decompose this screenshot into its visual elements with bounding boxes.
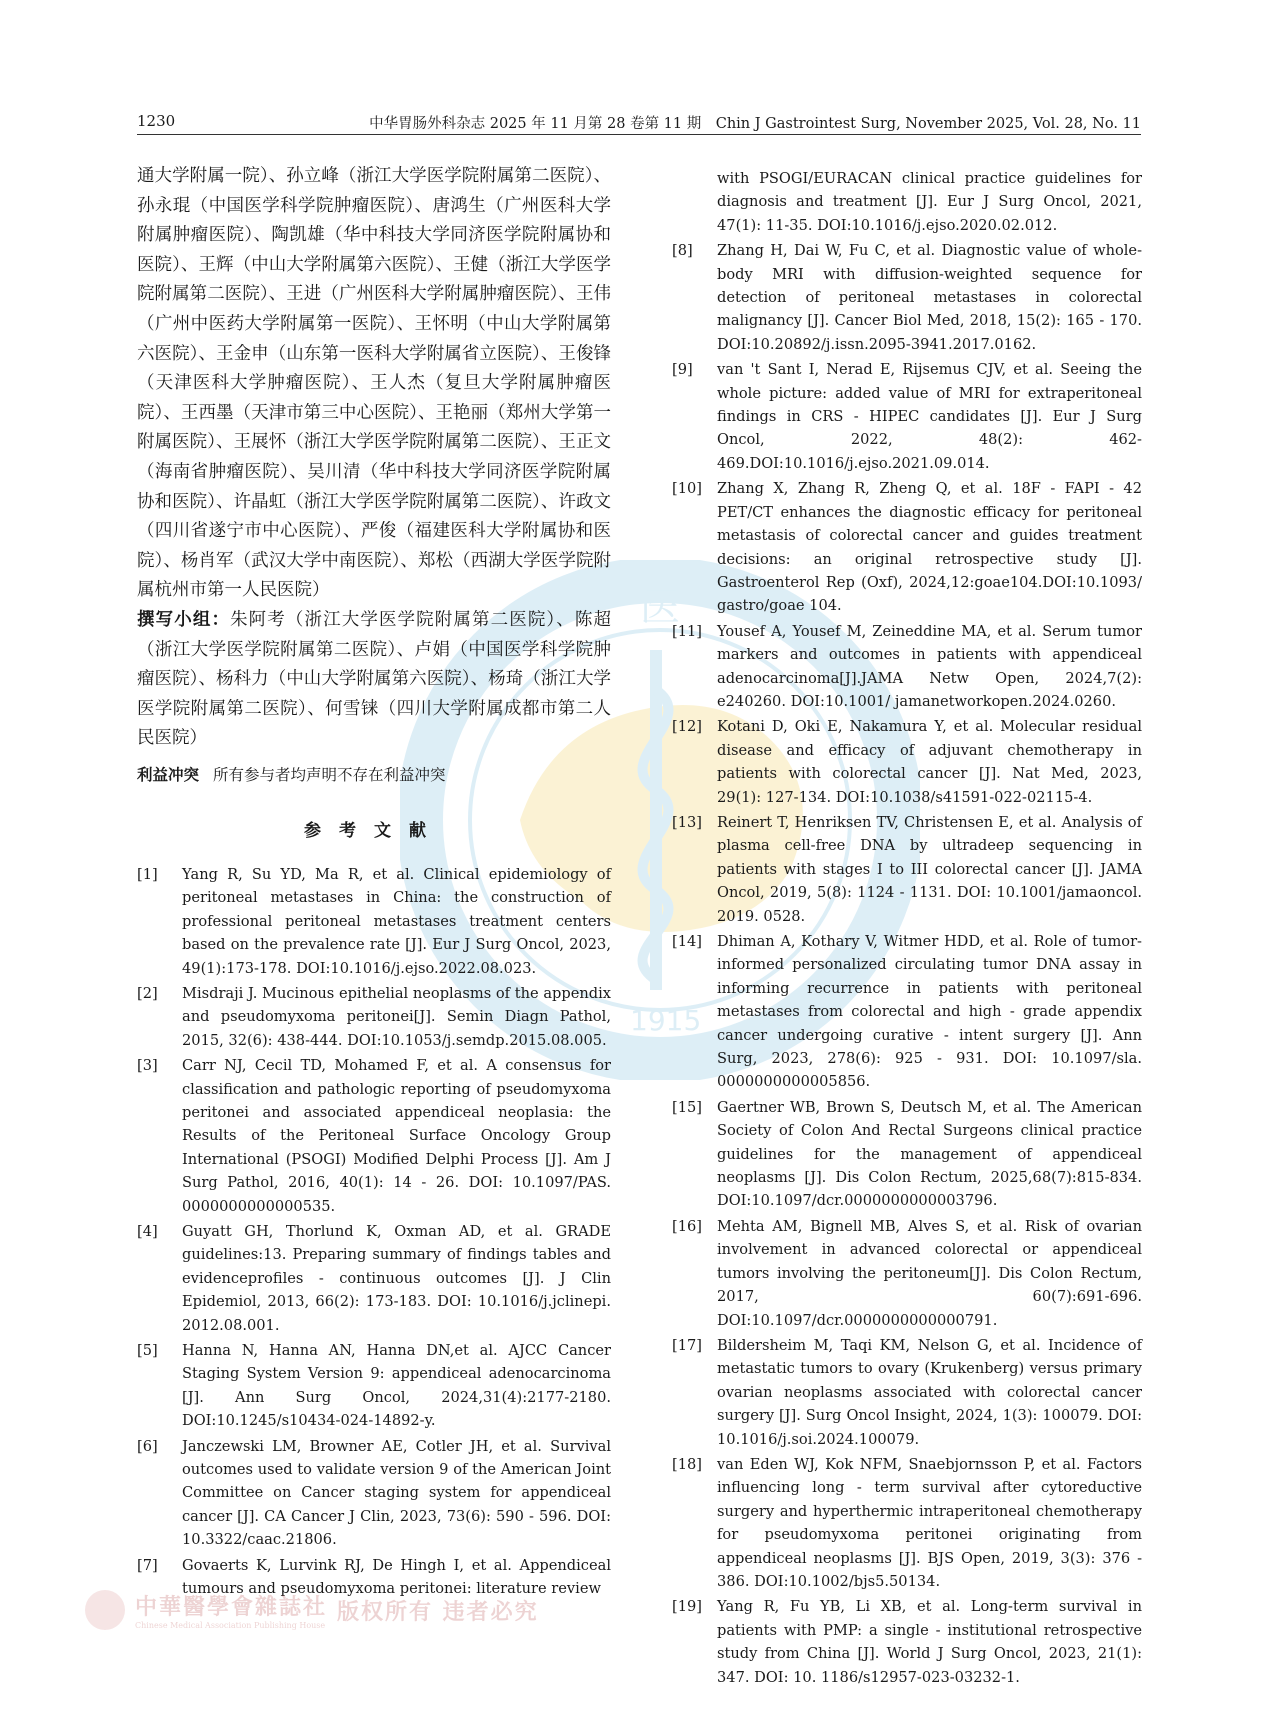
reference-text: Zhang H, Dai W, Fu C, et al. Diagnostic value of whole-body MRI with diffusion-weighted sequence for detection of peritoneal metastases in colorectal malignancy [J]. Cancer Biol Med, 2018, 15(2): 165 - 170. DOI:10.20892/j.issn.2095-3941.2017.0162. <box>717 242 1142 353</box>
reference-number: [8] <box>672 242 693 260</box>
reference-list-left <box>137 863 611 1601</box>
reference-text: Mehta AM, Bignell MB, Alves S, et al. Risk of ovarian involvement in advanced colorectal or appendiceal tumors involving the peritoneum[J]. Dis Colon Rectum, 2017, 60(7):691-696. DOI:10.1097/dcr.0000000000000791. <box>717 1217 1142 1329</box>
reference-item <box>137 1220 611 1337</box>
copyright-notice: 版权所有 违者必究 <box>337 1598 539 1625</box>
writing-group-paragraph <box>137 606 611 754</box>
reference-text: Bildersheim M, Taqi KM, Nelson G, et al. Incidence of metastatic tumors to ovary (Krukenberg) versus primary ovarian neoplasms associated with colorectal cancer surgery [J]. Surg Oncol Insight, 2024, 1(3): 100079. DOI: 10.1016/j.soi.2024.100079. <box>717 1336 1142 1448</box>
reference-number: [9] <box>672 361 693 379</box>
publisher-subtitle: Chinese Medical Association Publishing House <box>135 1621 326 1630</box>
reference-item <box>672 811 1142 928</box>
reference-text: Kotani D, Oki E, Nakamura Y, et al. Molecular residual disease and efficacy of adjuvant chemotherapy in patients with colorectal cancer [J]. Nat Med, 2023, 29(1): 127-134. DOI:10.1038/s41591-022-02115-4. <box>717 718 1142 806</box>
reference-item <box>672 477 1142 617</box>
reference-item <box>672 1453 1142 1593</box>
reference-text: van 't Sant I, Nerad E, Rijsemus CJV, et al. Seeing the whole picture: added value of MRI for extraperitoneal findings in CRS - HIPEC candidates [J]. Eur J Surg Oncol, 2022, 48(2): 462-469.DOI:10.1016/j.ejso.2021.09.014. <box>717 361 1142 472</box>
reference-item <box>137 1054 611 1218</box>
coi-text: 所有参与者均声明不存在利益冲突 <box>213 765 446 784</box>
conflict-of-interest <box>137 764 611 786</box>
reference-text: Gaertner WB, Brown S, Deutsch M, et al. The American Society of Colon And Rectal Surgeons clinical practice guidelines for the management of appendiceal neoplasms [J]. Dis Colon Rectum, 2025,68(7):815-834. DOI:10.1097/dcr.0000000000003796. <box>717 1098 1142 1210</box>
reference-number: [5] <box>137 1342 158 1359</box>
reference-text: Govaerts K, Lurvink RJ, De Hingh I, et al. Appendiceal tumours and pseudomyxoma peritonei: literature review <box>182 1556 611 1598</box>
publisher-logo-icon <box>85 1590 125 1630</box>
page-header <box>137 112 1141 135</box>
writing-group-text: 朱阿考（浙江大学医学院附属第二医院）、陈超（浙江大学医学院附属第二医院）、卢娟（中国医学科学院肿瘤医院）、杨科力（中山大学附属第六医院）、杨琦（浙江大学医学院附属第二医院）、何雪铼（四川大学附属成都市第二人民医院） <box>137 609 612 749</box>
reference-number: [18] <box>672 1455 702 1473</box>
watermark-top-text: 医 <box>640 584 680 630</box>
reference-text: Zhang X, Zhang R, Zheng Q, et al. 18F - FAPI - 42 PET/CT enhances the diagnostic efficacy for peritoneal metastasis of colorectal cancer and guides treatment decisions: an original retrospective study [J]. Gastroenterol Rep (Oxf), 2024,12:goae104.DOI:10.1093/ gastro/goae 104. <box>717 480 1142 615</box>
reference-number: [11] <box>672 622 702 640</box>
reference-text: Yang R, Su YD, Ma R, et al. Clinical epidemiology of peritoneal metastases in China: the construction of professional peritoneal metastases treatment centers based on the prevalence rate [J]. Eur J Surg Oncol, 2023, 49(1):173-178. DOI:10.1016/j.ejso.2022.08.023. <box>182 865 611 977</box>
reference-text: Yousef A, Yousef M, Zeineddine MA, et al. Serum tumor markers and outcomes in patients with appendiceal adenocarcinoma[J].JAMA Netw Open, 2024,7(2): e240260. DOI:10.1001/ jamanetworkopen.2024.0260. <box>717 622 1142 710</box>
reference-text: Hanna N, Hanna AN, Hanna DN,et al. AJCC Cancer Staging System Version 9: appendiceal adenocarcinoma [J]. Ann Surg Oncol, 2024,31(4):2177-2180. DOI:10.1245/s10434-024-14892-y. <box>182 1342 611 1430</box>
reference-number: [19] <box>672 1598 702 1616</box>
reference-text: Misdraji J. Mucinous epithelial neoplasms of the appendix and pseudomyxoma peritonei[J]. Semin Diagn Pathol, 2015, 32(6): 438-444. DOI:10.1053/j.semdp.2015.08.005. <box>182 984 611 1049</box>
reference-7-continuation <box>672 167 1142 237</box>
reference-number: [4] <box>137 1222 158 1240</box>
running-head: 中华胃肠外科杂志 2025 年 11 月第 28 卷第 11 期 Chin J Gastrointest Surg, November 2025, Vol. 28, No. 11 <box>369 116 1141 132</box>
reference-item <box>137 1554 611 1601</box>
reference-number: [3] <box>137 1057 158 1075</box>
right-column <box>672 167 1142 1691</box>
reference-item <box>672 358 1142 475</box>
reference-item <box>672 1334 1142 1451</box>
reference-item <box>672 620 1142 714</box>
reference-item <box>137 982 611 1052</box>
reference-item <box>672 930 1142 1094</box>
reference-text: van Eden WJ, Kok NFM, Snaebjornsson P, et al. Factors influencing long - term survival after cytoreductive surgery and hyperthermic intraperitoneal chemotherapy for pseudomyxoma peritonei originating from appendiceal neoplasms [J]. BJS Open, 2019, 3(3): 376 - 386. DOI:10.1002/bjs5.50134. <box>717 1455 1142 1590</box>
reference-text: Yang R, Fu YB, Li XB, et al. Long-term survival in patients with PMP: a single - institutional retrospective study from China [J]. World J Surg Oncol, 2023, 21(1): 347. DOI: 10. 1186/s12957-023-03232-1. <box>717 1598 1142 1686</box>
reference-item <box>672 1096 1142 1213</box>
reference-number: [10] <box>672 480 702 498</box>
watermark-year: 1915 <box>630 1004 702 1037</box>
reference-text: Dhiman A, Kothary V, Witmer HDD, et al. Role of tumor-informed personalized circulating tumor DNA assay in informing recurrence in patients with peritoneal metastases from colorectal and high - grade appendix cancer undergoing curative - intent surgery [J]. Ann Surg, 2023, 278(6): 925 - 931. DOI: 10.1097/sla. 0000000000005856. <box>717 933 1142 1091</box>
reference-text: with PSOGI/EURACAN clinical practice guidelines for diagnosis and treatment [J]. Eur J Surg Oncol, 2021, 47(1): 11-35. DOI:10.1016/j.ejso.2020.02.012. <box>717 170 1142 234</box>
consensus-members-paragraph: 通大学附属一院）、孙立峰（浙江大学医学院附属第二医院）、孙永琨（中国医学科学院肿瘤医院）、唐鸿生（广州医科大学附属肿瘤医院）、陶凯雄（华中科技大学同济医学院附属协和医院）、王辉（中山大学附属第六医院）、王健（浙江大学医学院附属第二医院）、王进（广州医科大学附属肿瘤医院）、王伟（广州中医药大学附属第一医院）、王怀明（中山大学附属第六医院）、王金申（山东第一医科大学附属省立医院）、王俊锋（天津医科大学肿瘤医院）、王人杰（复旦大学附属肿瘤医院）、王西墨（天津市第三中心医院）、王艳丽（郑州大学第一附属医院）、王展怀（浙江大学医学院附属第二医院）、王正文（海南省肿瘤医院）、吴川清（华中科技大学同济医学院附属协和医院）、许晶虹（浙江大学医学院附属第二医院）、许政文（四川省遂宁市中心医院）、严俊（福建医科大学附属协和医院）、杨肖军（武汉大学中南医院）、郑松（西湖大学医学院附属杭州市第一人民医院） <box>137 166 611 601</box>
reference-number: [7] <box>137 1556 158 1574</box>
reference-item <box>137 863 611 980</box>
writing-group-label: 撰写小组： <box>137 609 231 630</box>
reference-item <box>672 1595 1142 1689</box>
reference-text: Janczewski LM, Browner AE, Cotler JH, et al. Survival outcomes used to validate version 9 of the American Joint Committee on Cancer staging system for appendiceal cancer [J]. CA Cancer J Clin, 2023, 73(6): 590 - 596. DOI: 10.3322/caac.21806. <box>182 1437 611 1549</box>
coi-label: 利益冲突 <box>137 764 200 784</box>
reference-item <box>672 1215 1142 1332</box>
reference-list-right <box>672 239 1142 1689</box>
reference-number: [2] <box>137 984 158 1002</box>
publisher-name: 中華醫學會雜誌社 <box>135 1594 328 1620</box>
reference-item <box>137 1435 611 1552</box>
reference-number: [6] <box>137 1437 158 1455</box>
reference-number: [16] <box>672 1217 702 1235</box>
page-number: 1230 <box>137 112 176 130</box>
reference-item <box>137 1339 611 1433</box>
reference-text: Reinert T, Henriksen TV, Christensen E, et al. Analysis of plasma cell-free DNA by ultradeep sequencing in patients with stages I to III colorectal cancer [J]. JAMA Oncol, 2019, 5(8): 1124 - 1131. DOI: 10.1001/jamaoncol. 2019. 0528. <box>717 813 1142 925</box>
reference-number: [17] <box>672 1336 702 1354</box>
reference-number: [13] <box>672 813 702 831</box>
reference-text: Carr NJ, Cecil TD, Mohamed F, et al. A consensus for classification and pathologic reporting of pseudomyxoma peritonei and associated appendiceal neoplasia: the Results of the Peritoneal Surface Oncology Group International (PSOGI) Modified Delphi Process [J]. Am J Surg Pathol, 2016, 40(1): 14 - 26. DOI: 10.1097/PAS. 0000000000000535. <box>182 1057 611 1215</box>
reference-item <box>672 239 1142 356</box>
reference-number: [12] <box>672 718 702 736</box>
reference-number: [1] <box>137 865 158 883</box>
references-heading: 参考文献 <box>304 820 444 841</box>
left-column <box>137 162 611 1602</box>
reference-item <box>672 715 1142 809</box>
reference-number: [15] <box>672 1098 702 1116</box>
reference-text: Guyatt GH, Thorlund K, Oxman AD, et al. GRADE guidelines:13. Preparing summary of findings tables and evidenceprofiles - continuous outcomes [J]. J Clin Epidemiol, 2013, 66(2): 173-183. DOI: 10.1016/j.jclinepi. 2012.08.001. <box>182 1222 611 1334</box>
reference-number: [14] <box>672 933 702 950</box>
